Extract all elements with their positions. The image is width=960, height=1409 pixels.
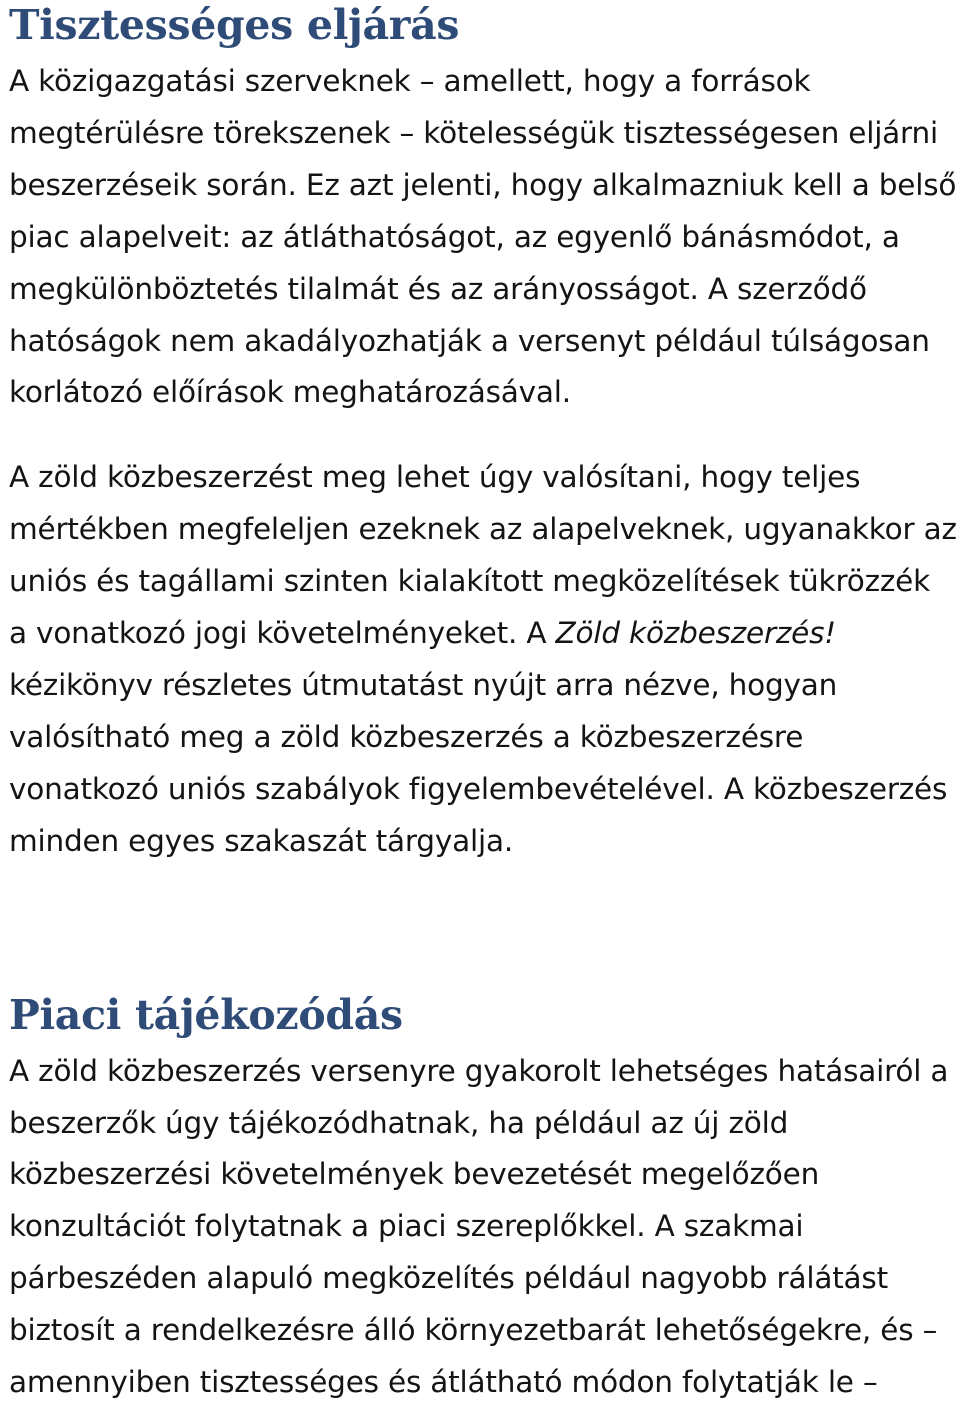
section-heading-fair-procedure: Tisztességes eljárás [9,1,460,49]
fair-procedure-paragraph-1: A közigazgatási szerveknek – amellett, hogy a források megtérülésre törekszenek – kötelességük tisztességesen eljárni beszerzéseik során. Ez azt jelenti, hogy alkalmazniuk kell a belső piac alapelveit: az átláthatóságot, az egyenlő bánásmódot, a megkülönböztetés tilalmát és az arányosságot. A szerződő hatóságok nem akadályozhatják a versenyt például túlságosan korlátozó előírások meghatározásával. [9,64,957,410]
paragraph-text: A zöld közbeszerzést meg lehet úgy valósítani, hogy teljes mértékben megfeleljen ezeknek az alapelveknek, ugyanakkor az uniós és tagállami szinten kialakított megközelítések tükrözzék a vonatkozó jogi követelményeket. A [9,460,957,651]
handbook-title: Zöld közbeszerzés! [555,616,836,651]
document-page [9,0,957,1409]
fair-procedure-paragraph-2 [9,452,957,867]
market-research-paragraph-1: A zöld közbeszerzés versenyre gyakorolt lehetséges hatásairól a beszerzők úgy tájékozódhatnak, ha például az új zöld közbeszerzési követelmények bevezetését megelőzően konzultációt folytatnak a piaci szereplőkkel. A szakmai párbeszéden alapuló megközelítés például nagyobb rálátást biztosít a rendelkezésre álló környezetbarát lehetőségekre, és – amennyiben tisztességes és átlátható módon folytatják le – [9,1053,949,1400]
section-heading-market-research: Piaci tájékozódás [9,990,403,1039]
paragraph-text: kézikönyv részletes útmutatást nyújt arra nézve, hogyan valósítható meg a zöld közbeszerzés a közbeszerzésre vonatkozó uniós szabályok figyelembevételével. A közbeszerzés minden egyes szakaszát tárgyalja. [9,667,948,858]
